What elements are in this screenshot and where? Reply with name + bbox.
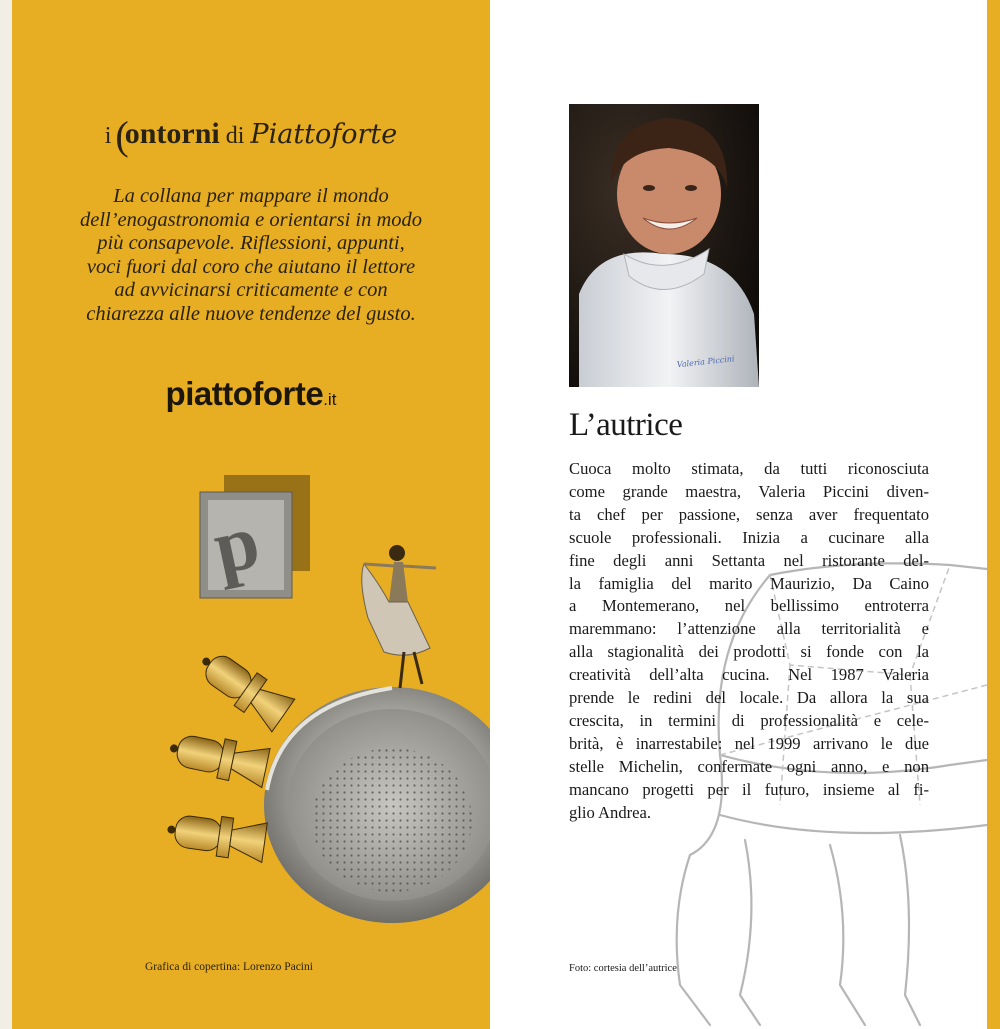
bio-line: prende le redini del locale. Da allora la sua (569, 688, 929, 708)
dancer-figure-illustration (362, 545, 436, 688)
salt-shaker-illustration (192, 643, 295, 732)
cover-design-credit: Grafica di copertina: Lorenzo Pacini (145, 961, 313, 973)
tagline-line: ad avvicinarsi criticamente e con (114, 279, 388, 301)
bio-line: fine degli anni Settanta nel ristorante del- (569, 550, 929, 570)
bio-line: a Montemerano, nel bellissimo entroterra (569, 596, 929, 616)
page-edge-right (987, 0, 1000, 1029)
website-tld: .it (323, 390, 337, 409)
salt-shaker-illustration (166, 728, 270, 788)
series-title (12, 112, 490, 159)
section-title: L’autrice (569, 407, 683, 443)
svg-text:p: p (205, 496, 267, 591)
letterpress-block-illustration (200, 475, 310, 598)
cover-flap (12, 0, 490, 1029)
series-title-connector: di (225, 123, 245, 149)
colander-illustration (264, 687, 490, 923)
author-photo (569, 104, 759, 387)
photo-credit: Foto: cortesia dell’autrice (569, 963, 677, 974)
coat-embroidery: Valeria Piccini (676, 354, 735, 370)
series-title-brand: Piattoforte (250, 119, 398, 150)
tagline-line: più consapevole. Riflessioni, appunti, (97, 232, 405, 254)
series-tagline (52, 185, 450, 326)
bio-line: creatività dell’alta cucina. Nel 1987 Valeria (569, 665, 929, 685)
bio-line: maremmano: l’attenzione alla territorialità e (569, 619, 929, 639)
bio-line: scuole professionali. Inizia a cucinare alla (569, 527, 929, 547)
author-page (490, 0, 987, 1029)
bio-line: Cuoca molto stimata, da tutti riconosciuta (569, 459, 929, 478)
tagline-line: voci fuori dal coro che aiutano il lettore (86, 255, 416, 278)
bio-line: come grande maestra, Valeria Piccini diven- (569, 481, 929, 501)
salt-shaker-illustration (165, 809, 268, 862)
bio-line: la famiglia del marito Maurizio, Da Caino (569, 573, 929, 593)
bio-line: glio Andrea. (569, 802, 652, 822)
bio-line: mancano progetti per il futuro, insieme al fi- (569, 779, 929, 799)
series-title-initial: ( (115, 113, 129, 158)
publisher-website (12, 375, 490, 413)
tagline-line: chiarezza alle nuove tendenze del gusto. (86, 302, 416, 325)
bio-line: crescita, in termini di professionalità e cele- (569, 710, 929, 730)
page-edge-left (0, 0, 12, 1029)
bio-line: stelle Michelin, confermate ogni anno, e non (569, 756, 929, 776)
series-title-word: ontorni (124, 117, 220, 150)
tagline-line: La collana per mappare il mondo (113, 185, 389, 207)
tagline-line: dell’enogastronomia e orientarsi in modo (79, 208, 423, 231)
bio-line: brità, è inarrestabile: nel 1999 arrivano le due (569, 733, 929, 753)
author-biography (569, 458, 929, 825)
cover-collage-illustration (12, 460, 490, 960)
series-title-prefix: i (104, 123, 112, 149)
bio-line: ta chef per passione, senza aver frequentato (569, 504, 929, 524)
bio-line: alla stagionalità dei prodotti si fonde con la (569, 642, 929, 662)
website-name: piattoforte (165, 375, 324, 412)
